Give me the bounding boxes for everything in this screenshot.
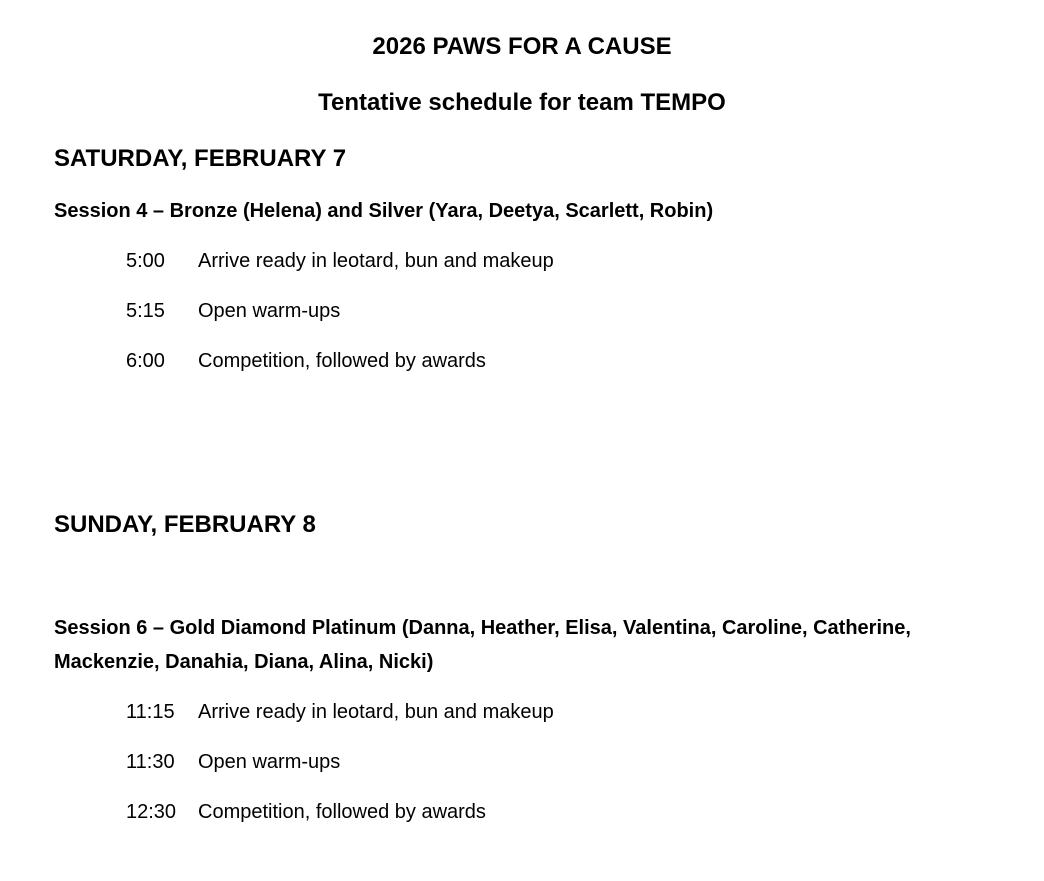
schedule-activity: Competition, followed by awards bbox=[198, 801, 486, 823]
schedule-item bbox=[126, 298, 340, 324]
schedule-time: 6:00 bbox=[126, 350, 165, 372]
schedule-activity: Competition, followed by awards bbox=[198, 350, 486, 372]
schedule-time: 11:15 bbox=[126, 701, 175, 723]
schedule-item bbox=[126, 799, 486, 825]
day-heading-sunday: SUNDAY, FEBRUARY 8 bbox=[54, 511, 316, 538]
schedule-activity: Open warm-ups bbox=[198, 300, 341, 322]
day-heading-saturday: SATURDAY, FEBRUARY 7 bbox=[54, 145, 347, 172]
schedule-item bbox=[126, 248, 554, 274]
schedule-activity: Open warm-ups bbox=[198, 751, 341, 773]
session-heading-sunday: Session 6 – Gold Diamond Platinum (Danna, Heather, Elisa, Valentina, Caroline, Catherine, Mackenzie, Danahia, Diana, Alina, Nicki) bbox=[54, 617, 911, 673]
schedule-item bbox=[126, 749, 340, 775]
schedule-activity: Arrive ready in leotard, bun and makeup bbox=[198, 701, 554, 723]
schedule-item bbox=[126, 699, 554, 725]
session-heading-saturday: Session 4 – Bronze (Helena) and Silver (Yara, Deetya, Scarlett, Robin) bbox=[54, 200, 714, 222]
schedule-time: 11:30 bbox=[126, 751, 175, 773]
document-title: 2026 PAWS FOR A CAUSE bbox=[372, 33, 672, 60]
schedule-time: 5:00 bbox=[126, 250, 165, 272]
schedule-item bbox=[126, 348, 486, 374]
document-subtitle: Tentative schedule for team TEMPO bbox=[318, 89, 726, 116]
schedule-activity: Arrive ready in leotard, bun and makeup bbox=[198, 250, 554, 272]
schedule-time: 12:30 bbox=[126, 801, 177, 823]
schedule-time: 5:15 bbox=[126, 300, 165, 322]
